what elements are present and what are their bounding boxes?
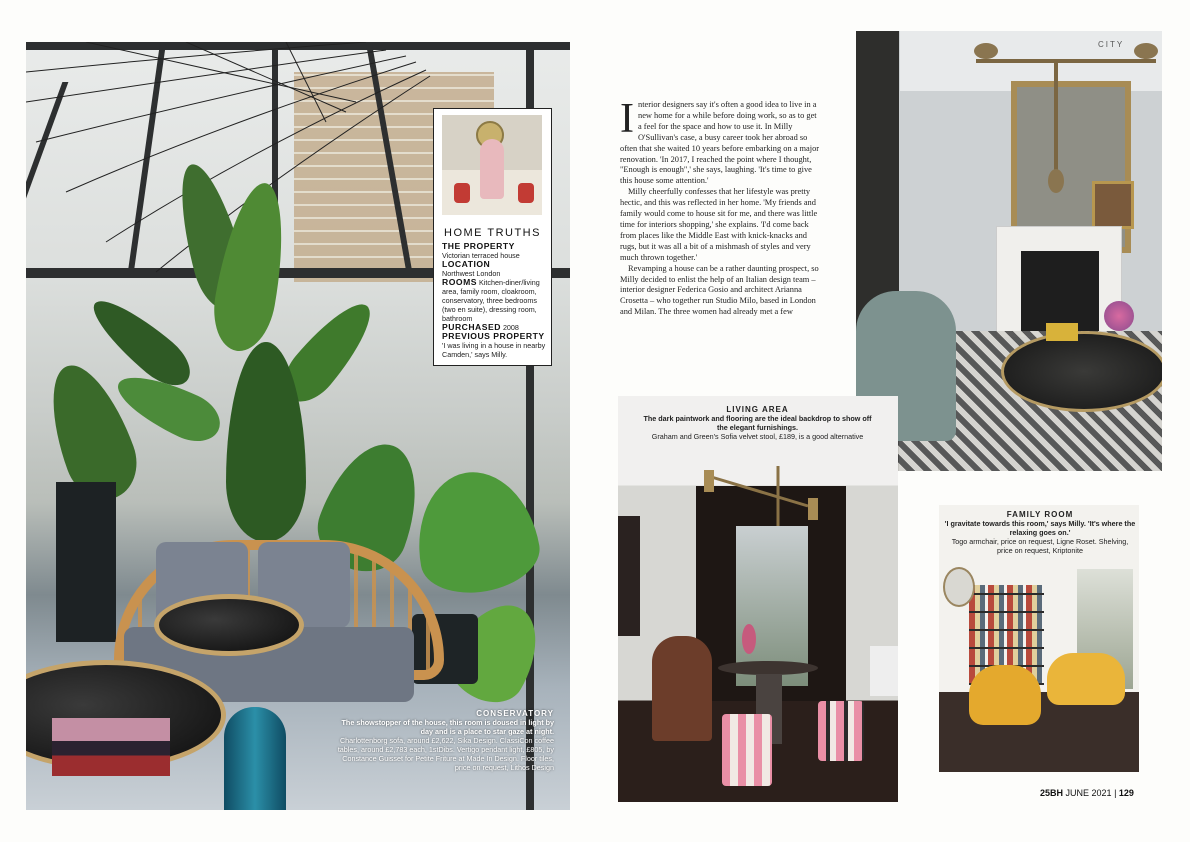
issue-date: JUNE 2021 <box>1065 788 1112 798</box>
needlepoint-chair <box>652 636 712 741</box>
fact-previous-property: PREVIOUS PROPERTY 'I was living in a house in nearby Camden,' says Milly. <box>442 331 546 359</box>
togo-armchair <box>969 665 1041 725</box>
home-truths-title: HOME TRUTHS <box>444 227 541 239</box>
coffee-table <box>154 594 304 656</box>
round-mirror <box>943 567 975 607</box>
sculptural-chandelier <box>856 31 1162 231</box>
home-truths-details <box>442 242 550 359</box>
article-paragraph: Interior designers say it's often a good idea to live in a new home for a while before doing work, so as to get a feel for the space and how to use it. In Milly O'Sullivan's case, a busy career took her abroad so often that she waited 10 years before embarking on a major renovation. 'In 2017, I reached the point where I thought, "Enough is enough",' she says, laughing. 'It's time to give this house some attention.' <box>620 96 820 186</box>
magazine-name: 25BH <box>1040 788 1064 798</box>
fireplace-opening <box>1021 251 1099 331</box>
caption-title: LIVING AREA <box>726 405 789 414</box>
velvet-stool <box>722 714 772 786</box>
plant-pot <box>56 482 116 642</box>
books-stack <box>52 718 170 776</box>
caption-body: Charlottenborg sofa, around £2,622, Sika Design. ClassiCon coffee tables, around £2,783 each, 1stDibs. Vertigo pendant light, £805, by Constance Guisset for Petite Friture at Made In Design. Floor tiles, price on request, Lithos Design <box>337 736 554 772</box>
flower-vase <box>742 624 756 654</box>
round-coffee-table <box>1001 331 1162 412</box>
caption-body: Graham and Green's Sofia velvet stool, £189, is a good alternative <box>651 432 864 441</box>
fact-purchased: PURCHASED 2008 <box>442 322 519 332</box>
drop-cap: I <box>620 96 634 142</box>
wall-painting <box>618 516 640 636</box>
fact-property: THE PROPERTY Victorian terraced house <box>442 241 520 260</box>
pendant-light <box>698 466 828 536</box>
caption-conservatory <box>328 709 554 772</box>
living-area-photo <box>618 396 898 802</box>
page-number: 129 <box>1118 788 1134 798</box>
caption-body: Togo armchair, price on request, Ligne Roset. Shelving, price on request, Kriptonite <box>951 537 1129 555</box>
portrait-photo <box>442 115 542 215</box>
homeowner <box>480 139 504 199</box>
fireplace-living-room-photo <box>856 31 1162 471</box>
togo-armchair <box>1047 653 1125 705</box>
caption-title: CONSERVATORY <box>476 709 554 718</box>
caption-family-room <box>944 510 1136 555</box>
flower-arrangement <box>1104 301 1134 331</box>
article-paragraph: Revamping a house can be a rather daunting prospect, so Milly decided to enlist the help of an Italian design team – interior designer Federica Gosio and architect Arianna Crosetta – who together run Studio Milo, based in London and Milan. The three women had already met a few <box>620 263 819 317</box>
velvet-stool <box>818 701 864 761</box>
fact-rooms: ROOMS Kitchen-diner/living area, family room, cloakroom, conservatory, three bedrooms (two en suite), dressing room, bathroom <box>442 277 540 323</box>
fact-location: LOCATION Northwest London <box>442 259 501 278</box>
red-chair <box>518 183 534 203</box>
yellow-book <box>1046 323 1078 341</box>
side-cabinet <box>870 646 898 696</box>
caption-living-area <box>640 405 875 441</box>
blue-vase <box>224 707 286 810</box>
round-dining-table <box>718 661 818 675</box>
section-label: CITY <box>1098 40 1125 49</box>
caption-lead: The dark paintwork and flooring are the ideal backdrop to show off the elegant furnishings. <box>643 414 872 432</box>
page-folio: 25BH JUNE 2021 | 129 <box>1040 788 1134 798</box>
article-body <box>620 96 820 318</box>
red-chair <box>454 183 470 203</box>
caption-title: FAMILY ROOM <box>1006 510 1074 519</box>
caption-lead: 'I gravitate towards this room,' says Milly. 'It's where the relaxing goes on.' <box>944 519 1136 537</box>
caption-lead: The showstopper of the house, this room is doused in light by day and is a place to star gaze at night. <box>341 718 554 736</box>
monstera-plant <box>406 462 545 601</box>
home-truths-box <box>433 108 552 366</box>
article-paragraph: Milly cheerfully confesses that her lifestyle was pretty hectic, and this was reflected in her home. 'My friends and family would come to house sit for me, and there was little time for interiors shopping,' she explains. 'I'd come back from places like the Middle East with knick-knacks and rugs, but it was all a bit of a mishmash of styles and very much thrown together.' <box>620 187 818 262</box>
